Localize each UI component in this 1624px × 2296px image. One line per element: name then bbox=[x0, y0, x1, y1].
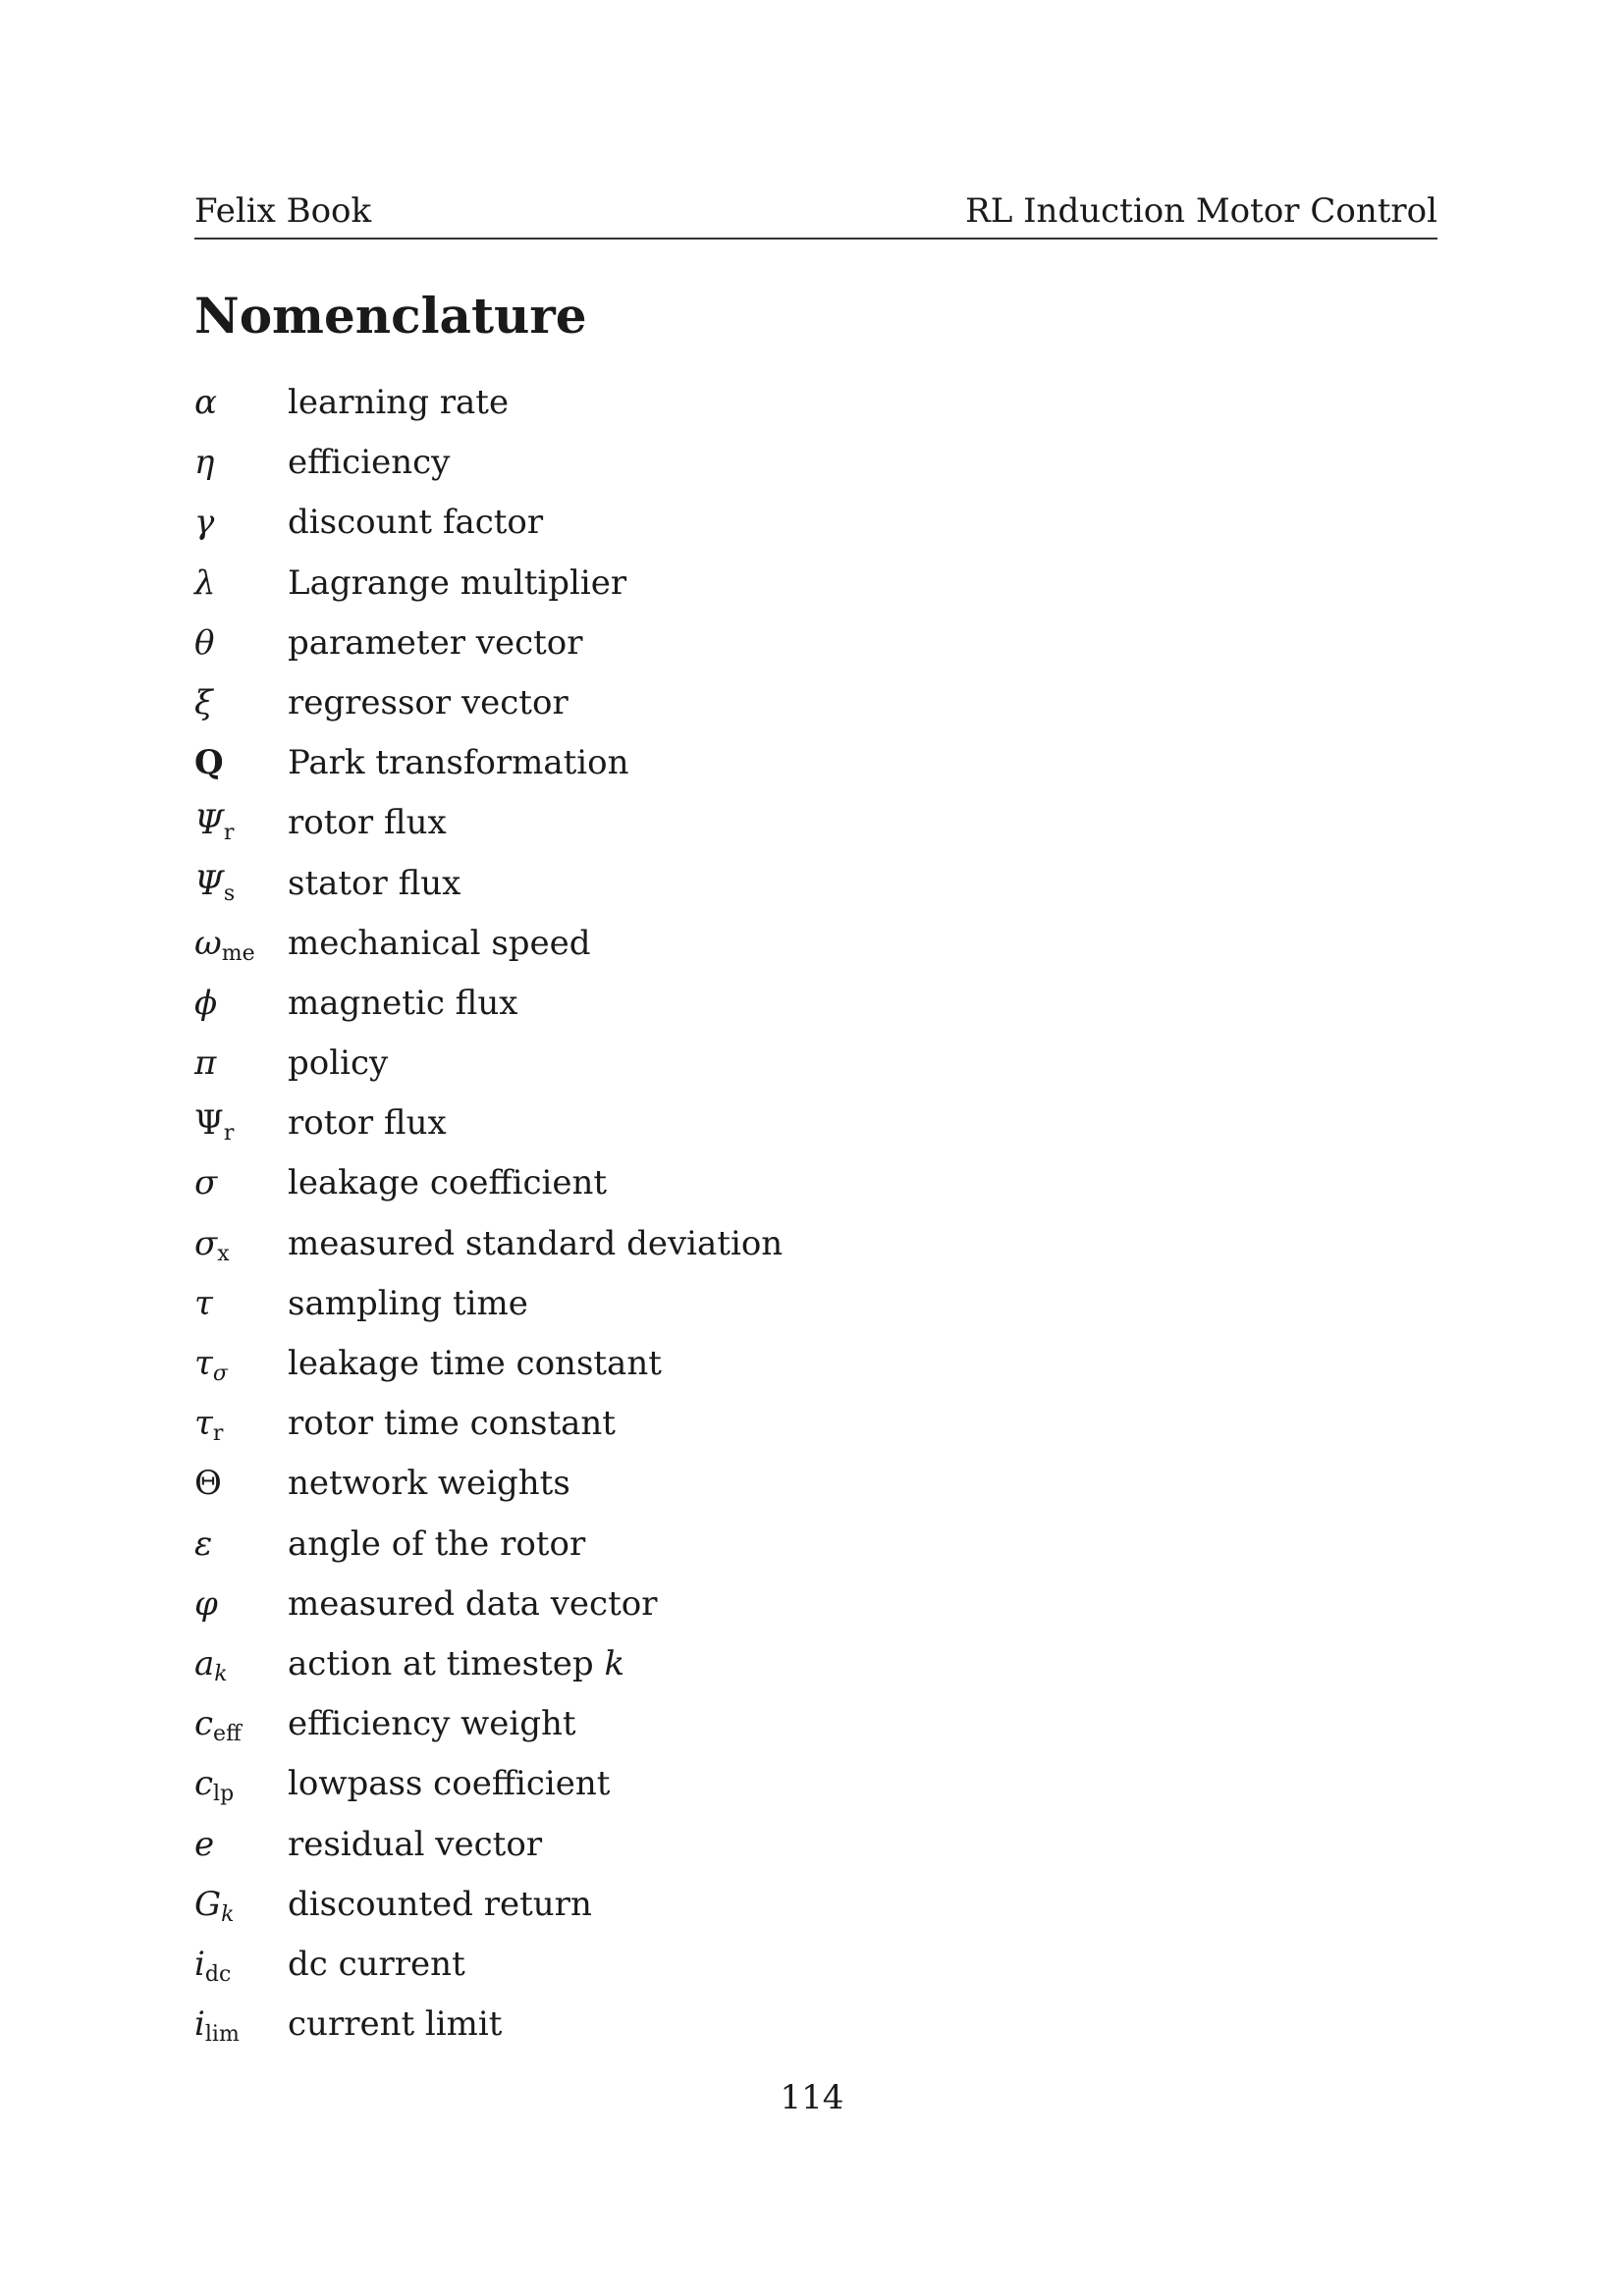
entry-symbol: α bbox=[194, 383, 217, 422]
nomenclature-entry bbox=[194, 1454, 1437, 1514]
entry-symbol: η bbox=[194, 443, 215, 483]
nomenclature-entry bbox=[194, 1334, 1437, 1394]
nomenclature-entry bbox=[194, 1875, 1437, 1935]
page-number: 114 bbox=[780, 2078, 844, 2117]
entry-symbol: $a_k$ bbox=[194, 1643, 228, 1686]
entry-symbol: Q bbox=[194, 743, 224, 783]
nomenclature-entry bbox=[194, 1754, 1437, 1814]
header-author: Felix Book bbox=[194, 191, 372, 231]
entry-symbol: $\tau_\sigma$ bbox=[194, 1344, 228, 1386]
entry-description: efficiency bbox=[288, 443, 451, 483]
entry-symbol: ϕ bbox=[194, 983, 218, 1023]
entry-symbol: λ bbox=[194, 562, 216, 603]
nomenclature-entry bbox=[194, 974, 1437, 1034]
entry-symbol: $i_{dc}$ bbox=[194, 1944, 232, 1987]
entry-description: stator flux bbox=[288, 863, 461, 903]
entry-description: dc current bbox=[288, 1944, 465, 1984]
nomenclature-entry bbox=[194, 1034, 1437, 1094]
entry-subscript: r bbox=[223, 821, 235, 846]
nomenclature-entry bbox=[194, 854, 1437, 914]
entry-description: regressor vector bbox=[288, 682, 568, 722]
nomenclature-list bbox=[194, 373, 1437, 2055]
entry-symbol: σ bbox=[194, 1163, 218, 1203]
section-title: Nomenclature bbox=[194, 287, 587, 345]
entry-description: angle of the rotor bbox=[288, 1523, 586, 1564]
entry-symbol: $i_{lim}$ bbox=[194, 2004, 240, 2048]
entry-description: sampling time bbox=[288, 1283, 528, 1323]
entry-description: Park transformation bbox=[288, 743, 629, 783]
entry-symbol: θ bbox=[194, 622, 215, 663]
nomenclature-entry bbox=[194, 1274, 1437, 1334]
nomenclature-entry bbox=[194, 733, 1437, 793]
description-variable: k bbox=[604, 1643, 625, 1683]
entry-subscript: k bbox=[214, 1661, 228, 1686]
entry-description: measured standard deviation bbox=[288, 1223, 784, 1263]
entry-description: leakage time constant bbox=[288, 1344, 662, 1383]
nomenclature-entry bbox=[194, 1694, 1437, 1754]
nomenclature-entry bbox=[194, 1634, 1437, 1694]
entry-subscript: r bbox=[212, 1421, 224, 1447]
entry-symbol: e bbox=[194, 1824, 215, 1864]
nomenclature-entry bbox=[194, 493, 1437, 553]
nomenclature-entry bbox=[194, 614, 1437, 673]
nomenclature-entry bbox=[194, 1515, 1437, 1575]
entry-subscript: dc bbox=[204, 1961, 232, 1987]
nomenclature-entry bbox=[194, 1214, 1437, 1274]
running-header bbox=[194, 188, 1437, 240]
entry-symbol: $c_{lp}$ bbox=[194, 1764, 235, 1807]
entry-symbol: $\omega_{me}$ bbox=[194, 923, 255, 966]
nomenclature-entry bbox=[194, 1815, 1437, 1875]
entry-description: magnetic flux bbox=[288, 983, 518, 1023]
entry-symbol: $c_{eff}$ bbox=[194, 1704, 242, 1747]
entry-description: discount factor bbox=[288, 503, 544, 543]
entry-subscript: me bbox=[221, 940, 255, 966]
entry-symbol: Θ bbox=[194, 1464, 222, 1504]
entry-symbol: φ bbox=[194, 1583, 218, 1624]
entry-description: rotor flux bbox=[288, 803, 447, 843]
entry-subscript: r bbox=[223, 1121, 235, 1147]
entry-description: mechanical speed bbox=[288, 923, 591, 963]
entry-description: Lagrange multiplier bbox=[288, 562, 627, 603]
entry-symbol: $\sigma_x$ bbox=[194, 1223, 230, 1266]
entry-description: action at timestep k bbox=[288, 1643, 625, 1683]
nomenclature-entry bbox=[194, 1153, 1437, 1213]
entry-subscript: eff bbox=[213, 1722, 242, 1747]
entry-description: rotor flux bbox=[288, 1103, 447, 1144]
entry-description: measured data vector bbox=[288, 1583, 658, 1624]
nomenclature-entry bbox=[194, 1394, 1437, 1454]
entry-symbol: γ bbox=[194, 503, 215, 543]
entry-symbol: ξ bbox=[194, 682, 213, 722]
entry-symbol: π bbox=[194, 1043, 217, 1084]
nomenclature-entry bbox=[194, 373, 1437, 433]
entry-symbol: $\Psi_s$ bbox=[194, 863, 236, 906]
header-title: RL Induction Motor Control bbox=[965, 191, 1437, 231]
nomenclature-entry bbox=[194, 1575, 1437, 1634]
entry-description: efficiency weight bbox=[288, 1704, 576, 1744]
entry-description: rotor time constant bbox=[288, 1404, 616, 1444]
entry-symbol: $\Psi_r$ bbox=[194, 1103, 235, 1147]
nomenclature-entry bbox=[194, 914, 1437, 974]
entry-description: discounted return bbox=[288, 1884, 592, 1924]
entry-description: residual vector bbox=[288, 1824, 543, 1864]
entry-symbol: τ bbox=[194, 1283, 213, 1323]
entry-subscript: σ bbox=[212, 1362, 228, 1386]
entry-description: current limit bbox=[288, 2004, 503, 2045]
entry-description: network weights bbox=[288, 1464, 570, 1504]
entry-subscript: lp bbox=[213, 1782, 235, 1807]
entry-symbol: $\Psi_r$ bbox=[194, 803, 235, 846]
entry-description: policy bbox=[288, 1043, 389, 1084]
nomenclature-entry bbox=[194, 1935, 1437, 1995]
entry-description: parameter vector bbox=[288, 622, 583, 663]
entry-subscript: s bbox=[223, 881, 236, 906]
entry-description: learning rate bbox=[288, 383, 510, 422]
entry-symbol: $\tau_r$ bbox=[194, 1404, 224, 1447]
entry-subscript: x bbox=[217, 1241, 230, 1266]
nomenclature-entry bbox=[194, 673, 1437, 733]
nomenclature-entry bbox=[194, 433, 1437, 493]
nomenclature-entry bbox=[194, 1094, 1437, 1153]
entry-description: leakage coefficient bbox=[288, 1163, 608, 1203]
entry-symbol: ε bbox=[194, 1523, 213, 1564]
entry-description: lowpass coefficient bbox=[288, 1764, 611, 1804]
entry-subscript: lim bbox=[204, 2022, 240, 2048]
nomenclature-entry bbox=[194, 793, 1437, 853]
nomenclature-entry bbox=[194, 554, 1437, 614]
entry-subscript: k bbox=[221, 1901, 235, 1927]
nomenclature-entry bbox=[194, 1995, 1437, 2055]
entry-symbol: $G_k$ bbox=[194, 1884, 235, 1927]
